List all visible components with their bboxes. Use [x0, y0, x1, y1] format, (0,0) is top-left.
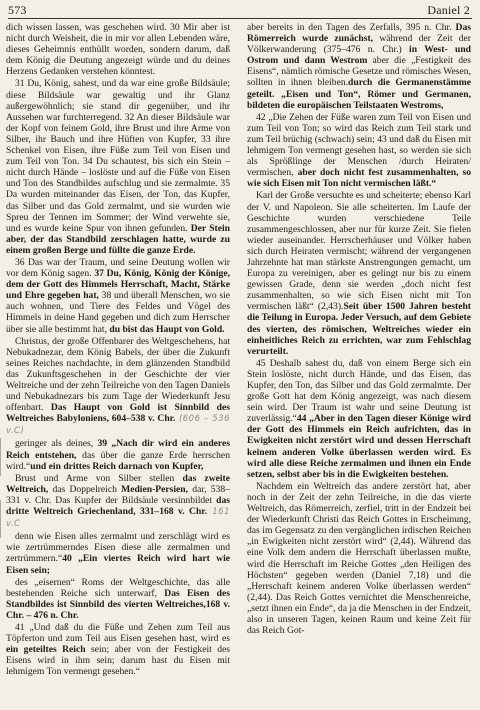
- body-text: Christus, der große Offenbarer des Weltgeschehens, hat Nebukadnezar, dem König Babels, der über die Zukunft seines Reiches nachdachte, in dem glänzenden Standbild das Zukunftsgeschehen in der Geschichte der vier Weltreiche und der zehn Teilreiche von den Tagen Daniels und Nebukadnezars bis zum Tage der Wiederkunft Jesu offenbart.: [6, 335, 230, 414]
- paragraph: [247, 190, 471, 356]
- body-text: 31 Du, König, sahest, und da war eine große Bildsäule; diese Bildsäule war gewaltig und ihr Glanz außergewöhnlich; sie stand dir gegenüber, und ihr Aussehen war furchterregend. 32 An dieser Bildsäule war der Kopf von feinem Gold, ihre Brust und ihre Arme von Silber, ihr Bauch und ihre Hüften von Kupfer, 33 ihre Schenkel von Eisen, ihre Füße zum Teil von Eisen und zum Teil von Ton. 34 Du schautest, bis sich ein Stein – nicht durch Hände – loslöste und auf die Füße von Eisen und Ton des Standbildes aufschlug und sie zermalmte. 35 Da wurden miteinander das Eisen, der Ton, das Kupfer, das Silber und das Gold zermalmt, und sie wurden wie Spreu der Tennen im Sommer; der Wind verwehte sie, und es wurde keine Spur von ihnen gefunden.: [6, 78, 230, 234]
- left-column: [6, 22, 230, 678]
- body-text: dar, 538–331 v. Chr. Das Kupfer der Bildsäule versinnbildet: [6, 483, 230, 506]
- right-column: [247, 22, 471, 637]
- bold-text: Seit über 1500 Jahren besteht die Teilung in Europa. Jeder Versuch, auf dem Gebiete des vierten, des römischen, Weltreiches wieder ein einheitliches Reich zu errichten, war zum Fehlschlag verurteilt.: [247, 301, 471, 357]
- body-text: Karl der Große versuchte es und scheiterte; ebenso Karl der V. und Napoleon. Sie alle scheiterten. Im Laufe der Geschichte wurden verschiedene Teile zusammengeschlossen, aber nur für kurze Zeit. Sie fielen wieder auseinander. Herrscherhäuser und Völker haben sich durch Heiraten vermischt; während der vergangenen Jahrzehnte hat man stärkste Anstrengungen gemacht, um Europa zu vereinigen, aber es gelingt nur bis zu einem gewissen Grade, denn sie werden „doch nicht fest zusammenhalten, so wie sich Eisen nicht mit Ton vermischen läßt“ (2,43).: [247, 190, 471, 313]
- handwritten-note: (606 – 536 v.C): [6, 414, 231, 437]
- bold-text: 168 v. Chr. – 476 n. Chr.: [6, 598, 230, 621]
- body-text: 41 „Und daß du die Füße und Zehen zum Teil aus Töpferton und zum Teil aus Eisen gesehen hast, wird es: [6, 621, 230, 645]
- bold-text: ein geteiltes Reich: [6, 644, 86, 656]
- bold-text: Medien-Persien,: [121, 483, 189, 495]
- paragraph: [6, 22, 230, 77]
- bold-text: durch die Germanenstämme geteilt. „Eisen und Ton“, Römer und Germanen, bildeten die europäischen Teilstaaten Westroms,: [247, 77, 471, 111]
- body-text: des „eisernen“ Roms der Weltgeschichte, das alle bestehenden Reiche sich unterwarf,: [6, 576, 230, 599]
- paragraph: [6, 531, 230, 575]
- paragraph: [247, 358, 471, 480]
- body-text: aber die „Festigkeit des Eisens“, nämlich römische Gesetze und römisches Wesen, sollten in ihnen bleiben.: [247, 55, 471, 89]
- paragraph: [6, 438, 230, 471]
- handwritten-note: 161 v.C: [6, 507, 230, 530]
- body-text: 38 und überall Menschen, wo sie auch wohnen, und Tiere des Feldes und Vögel des Himmels in deine Hand gegeben und dich zum Herrscher über sie alle bestimmt hat,: [6, 290, 230, 335]
- body-text: 36 Das war der Traum, und seine Deutung wollen wir vor dem König sagen.: [6, 256, 230, 280]
- paragraph: [247, 112, 471, 190]
- bold-text: 44 „Aber in den Tagen dieser Könige wird der Gott des Himmels ein Reich aufrichten, das in Ewigkeiten nicht zerstört wird und dessen Herrschaft keinem anderen Volke überlassen werden wird. Es wird alle diese Reiche zermalmen und ihnen ein Ende setzen, selbst aber bis in die Ewigkeiten bestehen.: [247, 413, 471, 480]
- body-text: das über die ganze Erde herrschen wird.“: [6, 449, 230, 472]
- bold-text: Das Haupt von Gold ist Sinnbild des Weltreiches Babyloniens, 604–538 v. Chr.: [6, 402, 231, 425]
- bold-text: in West- und Ostrom und dann Westrom: [247, 44, 472, 67]
- body-text: 42 „Die Zehen der Füße waren zum Teil von Eisen und zum Teil von Ton; so wird das Reich zum Teil stark und zum Teil brüchig (schwach) sein; 43 und daß du Eisen mit lehmigem Ton vermengt gesehen hast, so werden sie sich als Sprößlinge der Menschen /durch Heiraten/ vermischen,: [247, 111, 471, 179]
- body-text: 45 Deshalb sahest du, daß von einem Berge sich ein Stein loslöste, nicht durch Hände, und das Eisen, das Kupfer, den Ton, das Silber und das Gold zermalmte. Der große Gott hat dem König angezeigt, was nach diesem sein wird. Der Traum ist wahr und seine Deutung ist zuverlässig.“: [247, 357, 471, 425]
- paragraph: [247, 22, 471, 111]
- paragraph: [6, 257, 230, 335]
- bold-text: Der Stein aber, der das Standbild zerschlagen hatte, wurde zu einem großen Berge und füllte die ganze Erde.: [6, 222, 230, 256]
- paragraph: [6, 473, 230, 530]
- header-rule: [8, 18, 472, 19]
- page-number: 573: [8, 3, 27, 17]
- paragraph: [6, 78, 230, 256]
- running-title: Daniel 2: [427, 3, 470, 17]
- body-text: während der Zeit der Völkerwanderung (375–476 n. Chr.): [247, 33, 471, 56]
- paragraph: [247, 481, 471, 636]
- bold-text: das zweite Weltreich,: [6, 472, 230, 495]
- bold-text: Das Römerreich wurde zunächst,: [247, 22, 471, 45]
- paragraph: [6, 336, 230, 438]
- body-text: aber bereits in den Tagen des Zerfalls, 395 n. Chr.: [247, 22, 456, 33]
- body-text: dich wissen lassen, was geschehen wird. 30 Mir aber ist nicht durch Weisheit, die in mir vor allen Lebenden wäre, dieses Geheimnis enthüllt worden, sondern darum, daß dem König die Deutung angezeigt würde und du deines Herzens Gedanken verstehen könntest.: [6, 22, 230, 78]
- bold-text: und ein drittes Reich darnach von Kupfer,: [30, 460, 204, 472]
- bold-text: 39 „Nach dir wird ein anderes Reich entstehen,: [6, 438, 230, 461]
- bold-text: 37 Du, König, König der Könige, dem der Gott des Himmels Herrschaft, Macht, Stärke und Ehre gegeben hat,: [6, 268, 230, 302]
- body-text: Nachdem ein Weltreich das andere zerstört hat, aber noch in der Zeit der zehn Teilreiche, in die das vierte Weltreich, das Römerreich, zerfiel, tritt in der Endzeit bei der Wiederkunft Christi das Reich Gottes in Erscheinung, das im Gegensatz zu den vergänglichen irdischen Reichen „in Ewigkeiten nicht zerstört wird“ (2,44). Während das eine Volk dem andern die Herrschaft überlassen mußte, wird die Herrschaft im Reiche Gottes „den Heiligen des Höchsten“ gegeben werden (Daniel 7,18) und die „Herrschaft keinem anderen Volke überlassen werden“ (2,44). Das Reich Gottes vernichtet die Menschenreiche, „setzt ihnen ein Ende“, da ja die Menschen in der Endzeit, also in unseren Tagen, keinen Raum und keine Zeit für das Reich Got-: [247, 480, 471, 637]
- body-text: Brust und Arme von Silber stellen: [15, 472, 183, 484]
- bold-text: 40 „Ein viertes Reich wird hart wie Eisen sein;: [6, 553, 230, 576]
- bold-text: aber doch nicht fest zusammenhalten, so wie sich Eisen mit Ton nicht vermischen läßt.“: [247, 167, 471, 190]
- bold-text: Das Eisen des Standbildes ist Sinnbild des vierten Weltreiches,: [6, 587, 230, 610]
- body-text: geringer als deines,: [15, 438, 98, 450]
- bold-text: das dritte Weltreich Griechenland, 331–168 v. Chr.: [6, 494, 230, 518]
- paragraph: [6, 622, 230, 677]
- body-text: sein; aber von der Festigkeit des Eisens wird in ihm sein; darum hast du Eisen mit lehmigem Ton vermengt gesehen.“: [6, 644, 230, 678]
- bold-text: du bist das Haupt von Gold.: [109, 323, 225, 335]
- paragraph: [6, 577, 230, 621]
- body-text: denn wie Eisen alles zermalmt und zerschlägt wird es wie zertrümmerndes Eisen diese alle zermalmen und zertrümmern.“: [6, 531, 230, 565]
- body-text: das Doppelreich: [48, 483, 122, 495]
